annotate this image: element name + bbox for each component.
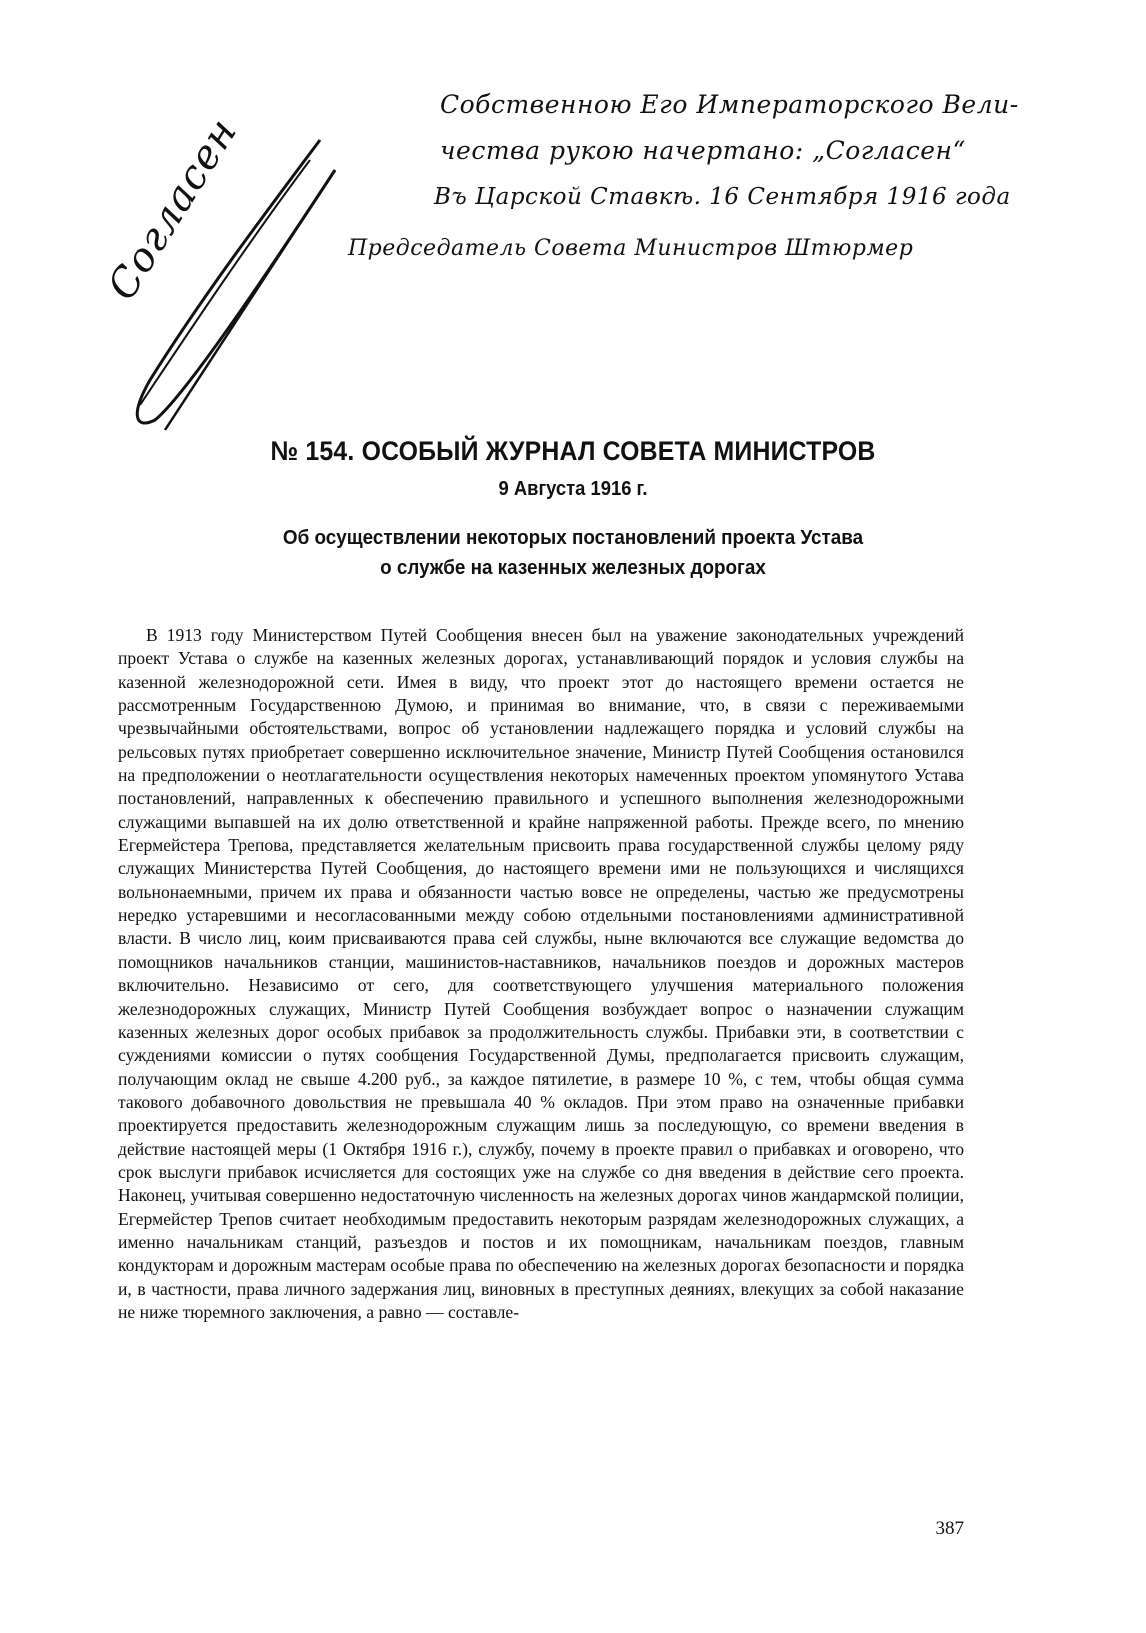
document-date: 9 Августа 1916 г. xyxy=(498,478,648,500)
handwritten-line: Собственною Его Императорского Вели- xyxy=(440,90,1019,119)
handwritten-line: Председатель Совета Министров Штюрмер xyxy=(348,236,914,261)
page-number: 387 xyxy=(935,1518,964,1539)
subject-line-1: Об осуществлении некоторых постановлений проекта Устава xyxy=(282,526,864,549)
document-title: № 154. ОСОБЫЙ ЖУРНАЛ СОВЕТА МИНИСТРОВ xyxy=(270,436,876,466)
document-subject xyxy=(46,523,1100,583)
subject-line-2: о службе на казенных железных дорогах xyxy=(380,556,766,579)
body-paragraph: В 1913 году Министерством Путей Сообщения внесен был на уважение законодательных учреждений проект Устава о службе на казенных железных дорогах, устанавливающий порядок и условия службы на казенной железнодорожной сети. Имея в виду, что проект этот до настоящего времени остается не рассмотренным Государственною Думою, и принимая во внимание, что, в связи с переживаемыми чрезвычайными обстоятельствами, вопрос об установлении надлежащего порядка и условий службы на рельсовых путях приобретает совершенно исключительное значение, Министр Путей Сообщения остановился на предположении о неотлагательности осуществления некоторых намеченных проектом упомянутого Устава постановлений, направленных к обеспечению правильного и успешного выполнения железнодорожными служащими выпавшей на их долю ответственной и крайне напряженной работы. Прежде всего, по мнению Егермейстера Трепова, представляется желательным присвоить права государственной службы целому ряду служащих Министерства Путей Сообщения, до настоящего времени ими не пользующихся и числящихся вольнонаемными, причем их права и обязанности частью вовсе не определены, частью же предусмотрены нередко устаревшими и несогласованными между собою отдельными постановлениями административной власти. В число лиц, коим присваиваются права сей службы, ныне включаются все служащие ведомства до помощников начальников станции, машинистов-наставников, начальников поездов и дорожных мастеров включительно. Независимо от сего, для соответствующего улучшения материального положения железнодорожных служащих, Министр Путей Сообщения возбуждает вопрос о назначении служащим казенных железных дорог особых прибавок за продолжительность службы. Прибавки эти, в соответствии с суждениями комиссии о путях сообщения Государственной Думы, предполагается присвоить служащим, получающим оклад не свыше 4.200 руб., за каждое пятилетие, в размере 10 %, с тем, чтобы общая сумма такового добавочного довольствия не превышала 40 % окладов. При этом право на означенные прибавки проектируется предоставить железнодорожным служащим лишь за последующую, со времени введения в действие настоящей меры (1 Октября 1916 г.), службу, почему в проекте правил о прибавках и оговорено, что срок выслуги прибавок исчисляется для состоящих уже на службе со дня введения в действие сего проекта. Наконец, учитывая совершенно недостаточную численность на железных дорогах чинов жандармской полиции, Егермейстер Трепов считает необходимым предоставить некоторым разрядам железнодорожных служащих, а именно начальникам станций, разъездов и постов и их помощникам, начальникам поездов, главным кондукторам и дорожным мастерам особые права по обеспечению на железных дорогах безопасности и порядка и, в частности, права личного задержания лиц, виновных в преступных деяниях, влекущих за собой наказание не ниже тюремного заключения, а равно — составле- xyxy=(118,625,964,1322)
handwritten-line: чества рукою начертано: „Согласен“ xyxy=(440,136,966,165)
margin-resolution-word: Согласен xyxy=(98,110,247,309)
handwritten-line: Въ Царской Ставкѣ. 16 Сентября 1916 года xyxy=(434,184,1011,210)
